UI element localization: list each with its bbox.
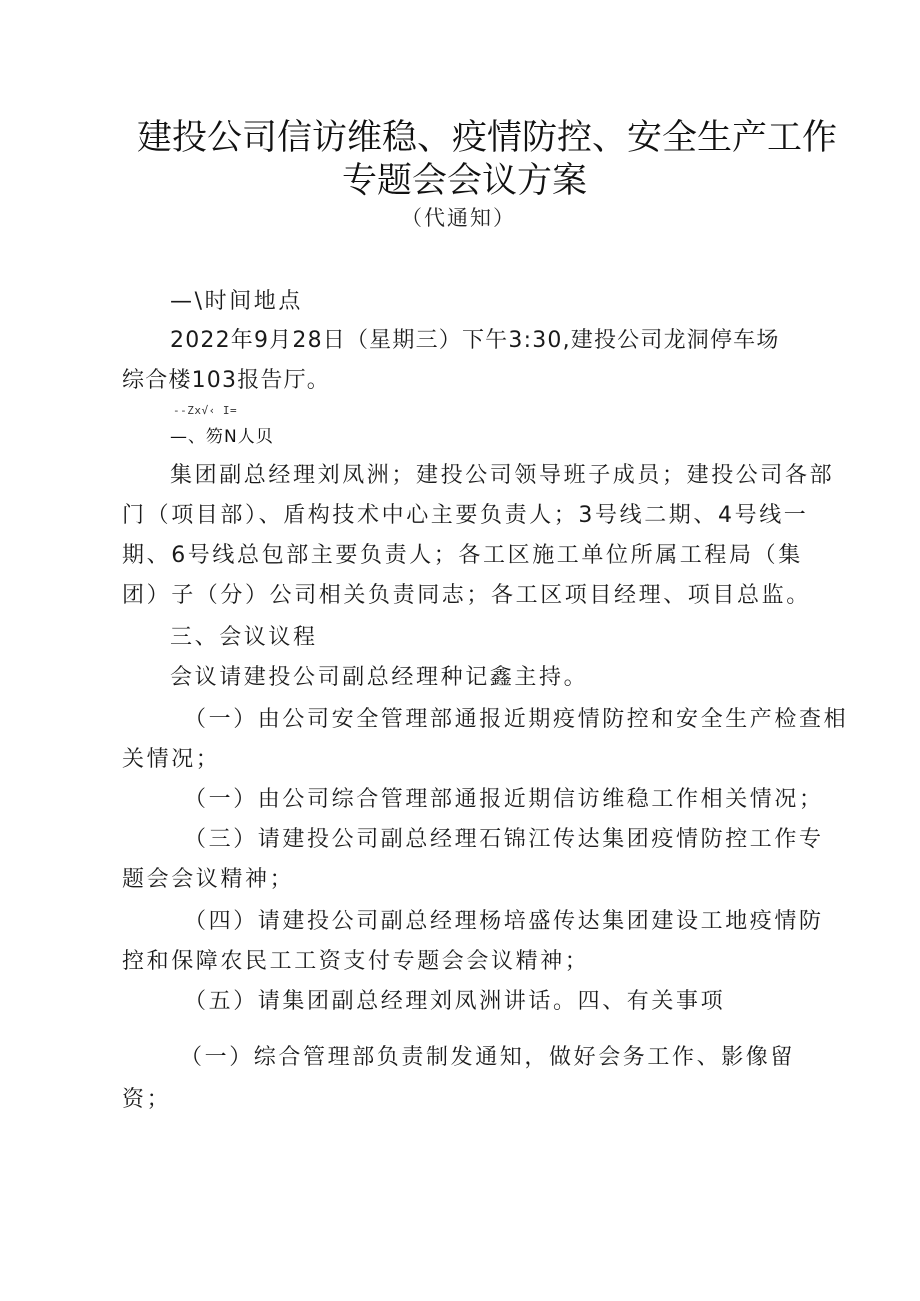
section2-heading: —、笏N人贝 [170,427,274,447]
agenda-item-3-line1: （三）请建投公司副总经理石锦江传达集团疫情防控工作专 [184,827,824,852]
agenda-item-4-line1: （四）请建投公司副总经理杨培盛传达集团建设工地疫情防 [184,909,824,934]
section3-intro: 会议请建投公司副总经理种记鑫主持。 [170,665,589,690]
section3-heading: 三、会议议程 [170,625,318,650]
section2-line: 集团副总经理刘凤洲；建投公司领导班子成员；建投公司各部 [170,463,835,488]
section2-line: 门（项目部）、盾构技术中心主要负责人；3号线二期、4号线一 [122,503,809,528]
agenda-item-1-line1: （一）由公司安全管理部通报近期疫情防控和安全生产检查相 [184,707,849,732]
agenda-item-1-line2: 关情况； [122,747,221,772]
stray-note: --Zx√‹ I= [173,404,238,417]
document-subtitle: （代通知） [401,206,516,230]
agenda-item-3-line2: 题会会议精神； [122,867,295,892]
section2-line: 期、6号线总包部主要负责人；各工区施工单位所属工程局（集 [122,543,803,568]
section4-item1-line1: （一）综合管理部负责制发通知，做好会务工作、影像留 [180,1045,796,1070]
agenda-item-2-line1: （一）由公司综合管理部通报近期信访维稳工作相关情况； [184,787,824,812]
agenda-item-5-line1: （五）请集团副总经理刘凤洲讲话。四、有关事项 [184,989,726,1014]
section1-heading: —\时间地点 [170,289,304,314]
agenda-item-4-line2: 控和保障农民工工资支付专题会会议精神； [122,949,590,974]
section2-line: 团）子（分）公司相关负责同志；各工区项目经理、项目总监。 [122,583,811,608]
section4-item1-line2: 资； [122,1087,172,1112]
section1-line1: 2022年9月28日（星期三）下午3:30,建投公司龙洞停车场 [170,328,780,353]
document-title-line2: 专题会会议方案 [342,161,588,201]
section1-line2: 综合楼103报告厅。 [122,368,330,393]
document-title-line1: 建投公司信访维稳、疫情防控、安全生产工作 [137,118,838,158]
